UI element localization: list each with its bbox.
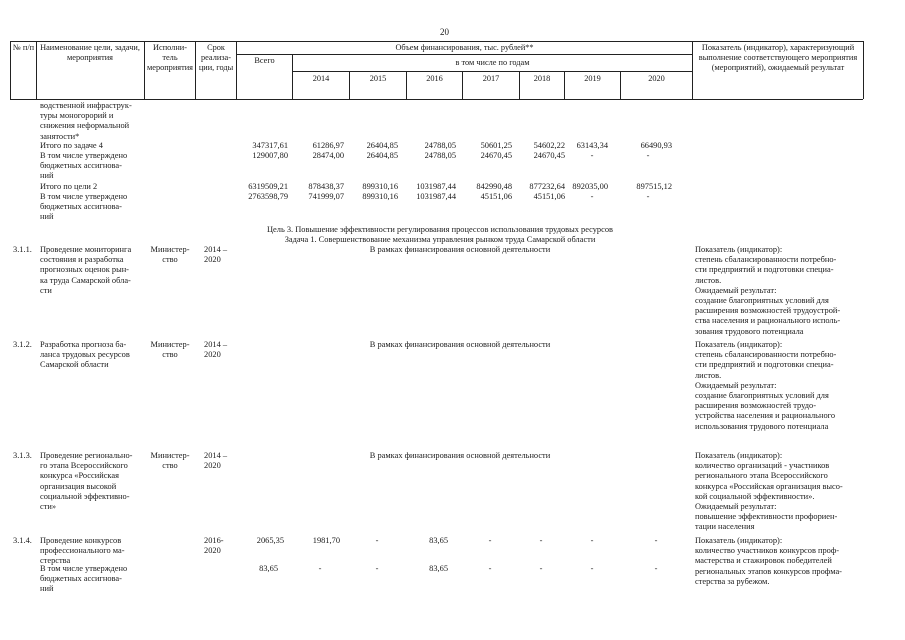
value-cell: 129007,80 bbox=[252, 151, 288, 160]
value-cell: 1031987,44 bbox=[416, 182, 456, 191]
value-cell: 45151,06 bbox=[533, 192, 565, 201]
activity-executor: Министер- ство bbox=[150, 451, 190, 471]
header-vline bbox=[144, 41, 145, 99]
header-col-term: Срок реализа-ции, годы bbox=[198, 43, 234, 72]
activity-financing: В рамках финансирования основной деятельности bbox=[369, 451, 551, 460]
value-cell: - bbox=[590, 151, 594, 160]
header-col-executor: Исполни-тель мероприятия bbox=[147, 43, 193, 72]
activity-term: 2016- 2020 bbox=[204, 536, 224, 556]
activity-number: 3.1.4. bbox=[13, 536, 32, 545]
header-year: 2017 bbox=[482, 74, 500, 83]
value-cell: - bbox=[646, 151, 650, 160]
value-cell: 842990,48 bbox=[476, 182, 512, 191]
header-vline bbox=[863, 41, 864, 99]
value-cell: 877232,64 bbox=[529, 182, 565, 191]
value-cell: 66490,93 bbox=[640, 141, 672, 150]
value-cell: 63143,34 bbox=[576, 141, 608, 150]
activity-result: Показатель (индикатор): количество организаций - участников регионального этапа Всероссийского конкурса «Российская организация высо- кой социальной эффективности». Ожидаемый результат: повышение эффективности профориен- тации населения bbox=[695, 451, 843, 532]
header-col-financing: Объем финансирования, тыс. рублей** bbox=[395, 43, 534, 52]
header-col-no: № п/п bbox=[12, 43, 35, 52]
value-cell: - bbox=[590, 564, 594, 573]
value-cell: 24788,05 bbox=[424, 151, 456, 160]
header-bottom-rule bbox=[10, 99, 863, 100]
value-cell: - bbox=[654, 536, 658, 545]
header-by-years: в том числе по годам bbox=[455, 58, 530, 67]
goal2-total-label: Итого по цели 2 bbox=[40, 182, 98, 191]
goal2-budget-label: В том числе утверждено бюджетных ассигнова- ний bbox=[40, 192, 128, 222]
header-fin-rule2 bbox=[292, 71, 692, 72]
task4-total-label: Итого по задаче 4 bbox=[40, 141, 103, 150]
value-cell: 83,65 bbox=[259, 564, 278, 573]
activity-budget-label: В том числе утверждено бюджетных ассигнова- ний bbox=[40, 564, 128, 594]
activity-number: 3.1.1. bbox=[13, 245, 32, 254]
page-number: 20 bbox=[440, 27, 449, 37]
continued-text: водственной инфраструк- туры моногорорий и снижения неформальной занятости* bbox=[40, 101, 132, 141]
value-cell: 50601,25 bbox=[480, 141, 512, 150]
value-cell: 24788,05 bbox=[424, 141, 456, 150]
value-cell: 45151,06 bbox=[480, 192, 512, 201]
activity-result: Показатель (индикатор): количество участников конкурсов проф- мастерства и стажировок победителей региональных этапов конкурсов профма- стерства за рубежом. bbox=[695, 536, 842, 586]
value-cell: 892035,00 bbox=[572, 182, 608, 191]
activity-executor: Министер- ство bbox=[150, 340, 190, 360]
activity-financing: В рамках финансирования основной деятельности bbox=[369, 245, 551, 254]
value-cell: 6319509,21 bbox=[248, 182, 288, 191]
value-cell: 83,65 bbox=[429, 536, 448, 545]
value-cell: 1981,70 bbox=[312, 536, 340, 545]
activity-name: Проведение регионально- го этапа Всероссийского конкурса «Российская организация высокой социальной эффективно- сти» bbox=[40, 451, 133, 512]
header-year: 2020 bbox=[648, 74, 665, 83]
activity-result: Показатель (индикатор): степень сбалансированности потребно- сти предприятий и подготовки специа- листов. Ожидаемый результат: создание благоприятных условий для расширения возможностей трудо- устройства населения и рационального использования трудового потенциала bbox=[695, 340, 837, 431]
value-cell: - bbox=[375, 536, 379, 545]
value-cell: 1031987,44 bbox=[416, 192, 456, 201]
value-cell: 741999,07 bbox=[308, 192, 344, 201]
value-cell: 347317,61 bbox=[252, 141, 288, 150]
task4-budget-label: В том числе утверждено бюджетных ассигнова- ний bbox=[40, 151, 128, 181]
value-cell: - bbox=[539, 564, 543, 573]
header-vline bbox=[36, 41, 37, 99]
value-cell: 83,65 bbox=[429, 564, 448, 573]
header-vline bbox=[692, 41, 693, 99]
task1-title: Задача 1. Совершенствование механизма управления рынком труда Самарской области bbox=[284, 235, 596, 244]
header-year: 2016 bbox=[426, 74, 443, 83]
activity-executor: Министер- ство bbox=[150, 245, 190, 265]
activity-name: Проведение конкурсов профессионального ма- стерства bbox=[40, 536, 125, 566]
value-cell: - bbox=[488, 564, 492, 573]
header-year: 2019 bbox=[584, 74, 601, 83]
header-vline bbox=[195, 41, 196, 99]
value-cell: - bbox=[590, 536, 594, 545]
value-cell: 28474,00 bbox=[312, 151, 344, 160]
value-cell: 2065,35 bbox=[256, 536, 284, 545]
value-cell: 61286,97 bbox=[312, 141, 344, 150]
value-cell: 54602,22 bbox=[533, 141, 565, 150]
header-fin-rule1 bbox=[236, 54, 692, 55]
activity-term: 2014 – 2020 bbox=[204, 451, 228, 471]
activity-financing: В рамках финансирования основной деятельности bbox=[369, 340, 551, 349]
header-year: 2014 bbox=[312, 74, 330, 83]
activity-name: Разработка прогноза ба- ланса трудовых ресурсов Самарской области bbox=[40, 340, 130, 370]
value-cell: 897515,12 bbox=[636, 182, 672, 191]
value-cell: - bbox=[539, 536, 543, 545]
value-cell: 24670,45 bbox=[480, 151, 512, 160]
header-year: 2015 bbox=[369, 74, 387, 83]
value-cell: - bbox=[646, 192, 650, 201]
activity-name: Проведение мониторинга состояния и разработка прогнозных оценок рын- ка труда Самарской обла- сти bbox=[40, 245, 132, 295]
value-cell: 26404,85 bbox=[366, 151, 398, 160]
value-cell: - bbox=[318, 564, 322, 573]
activity-term: 2014 – 2020 bbox=[204, 340, 228, 360]
value-cell: - bbox=[488, 536, 492, 545]
activity-result: Показатель (индикатор): степень сбалансированности потребно- сти предприятий и подготовки специа- листов. Ожидаемый результат: создание благоприятных условий для расширения возможностей трудоустрой- ства населения и рационального исполь- зования трудового потенциала bbox=[695, 245, 841, 336]
goal3-title: Цель 3. Повышение эффективности регулирования процессов использования трудовых ресурсов bbox=[267, 225, 613, 234]
header-col-name: Наименование цели, задачи, мероприятия bbox=[40, 43, 140, 62]
value-cell: - bbox=[375, 564, 379, 573]
activity-number: 3.1.2. bbox=[13, 340, 32, 349]
value-cell: 878438,37 bbox=[308, 182, 344, 191]
value-cell: 899310,16 bbox=[362, 182, 398, 191]
header-top-rule bbox=[10, 41, 863, 42]
value-cell: - bbox=[590, 192, 594, 201]
value-cell: 26404,85 bbox=[366, 141, 398, 150]
value-cell: - bbox=[654, 564, 658, 573]
activity-number: 3.1.3. bbox=[13, 451, 32, 460]
activity-term: 2014 – 2020 bbox=[204, 245, 228, 265]
header-year: 2018 bbox=[533, 74, 551, 83]
value-cell: 899310,16 bbox=[362, 192, 398, 201]
header-col-result: Показатель (индикатор), характеризующий выполнение соответствующего мероприятия (мероприятий), ожидаемый результат bbox=[698, 43, 858, 72]
header-col-total: Всего bbox=[254, 56, 275, 65]
value-cell: 24670,45 bbox=[533, 151, 565, 160]
value-cell: 2763598,79 bbox=[248, 192, 288, 201]
